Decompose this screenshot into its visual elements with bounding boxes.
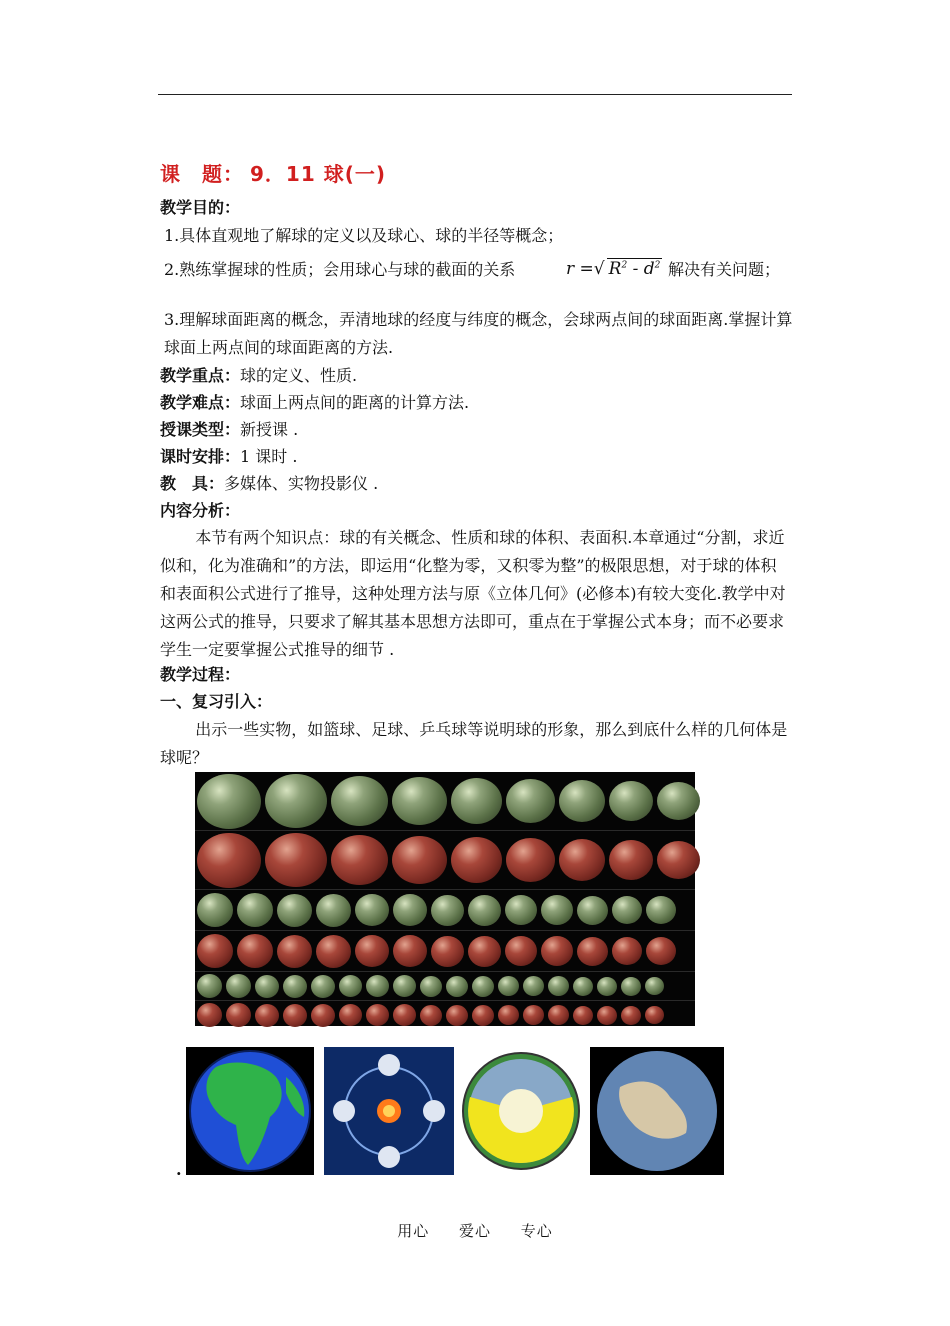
footer-a: 用心 xyxy=(397,1222,430,1240)
process-heading: 教学过程： xyxy=(160,665,241,684)
title-label: 课 题： xyxy=(160,162,244,186)
time-schedule: 课时安排：1 课时 . xyxy=(160,447,298,466)
earth-cartoon-image xyxy=(186,1047,314,1175)
title-number: 9．11 xyxy=(250,162,316,186)
lesson-title xyxy=(160,158,386,187)
earth-layers-image xyxy=(460,1047,582,1175)
earth-orbit-image xyxy=(324,1047,454,1175)
analysis-heading: 内容分析： xyxy=(160,501,241,520)
analysis-body: 本节有两个知识点：球的有关概念、性质和球的体积、表面积.本章通过“分割，求近似和，化为准确和”的方法，即运用“化整为零，又积零为整”的极限思想，对于球的体积和表面积公式进行了推导，这种处理方法与原《立体几何》(必修本)有较大变化.教学中对这两公式的推导，只要求了解其基本思想方法即可，重点在于掌握公式本身；而不必要求学生一定要掌握公式推导的细节 . xyxy=(160,528,786,659)
objective-1: 1.具体直观地了解球的定义以及球心、球的半径等概念； xyxy=(164,226,564,245)
formula: r =√ $R^2 - d^2$ xyxy=(566,259,661,279)
key-point: 教学重点：球的定义、性质. xyxy=(160,366,358,385)
page-footer xyxy=(0,1220,950,1241)
title-topic: 球(一) xyxy=(323,162,386,186)
formula-radicand: $R^2 - d^2$ xyxy=(608,259,661,279)
difficulty: 教学难点：球面上两点间的距离的计算方法. xyxy=(160,393,470,412)
lesson-type: 授课类型：新授课 . xyxy=(160,420,299,439)
objective-3: 3.理解球面距离的概念，弄清地球的经度与纬度的概念，会球两点间的球面距离.掌握计算球面上两点间的球面距离的方法. xyxy=(164,310,793,357)
teaching-tools: 教 具：多媒体、实物投影仪 . xyxy=(160,474,379,493)
formula-r: r xyxy=(566,259,575,279)
section-review: 一、复习引入： xyxy=(160,692,273,711)
trailing-period: . xyxy=(176,1160,182,1179)
intro-text: 出示一些实物，如篮球、足球、乒乓球等说明球的形象，那么到底什么样的几何体是球呢？ xyxy=(160,720,788,767)
header-rule xyxy=(158,94,792,95)
sphere-grid-image xyxy=(195,772,695,1026)
objective-2: 2.熟练掌握球的性质；会用球心与球的截面的关系 xyxy=(164,260,516,279)
footer-c: 专心 xyxy=(520,1222,553,1240)
objective-2-tail: 解决有关问题； xyxy=(668,260,781,279)
earth-photo-image xyxy=(590,1047,724,1175)
objectives-heading: 教学目的： xyxy=(160,198,241,217)
formula-eq: = xyxy=(579,259,594,279)
footer-b: 爱心 xyxy=(458,1222,491,1240)
